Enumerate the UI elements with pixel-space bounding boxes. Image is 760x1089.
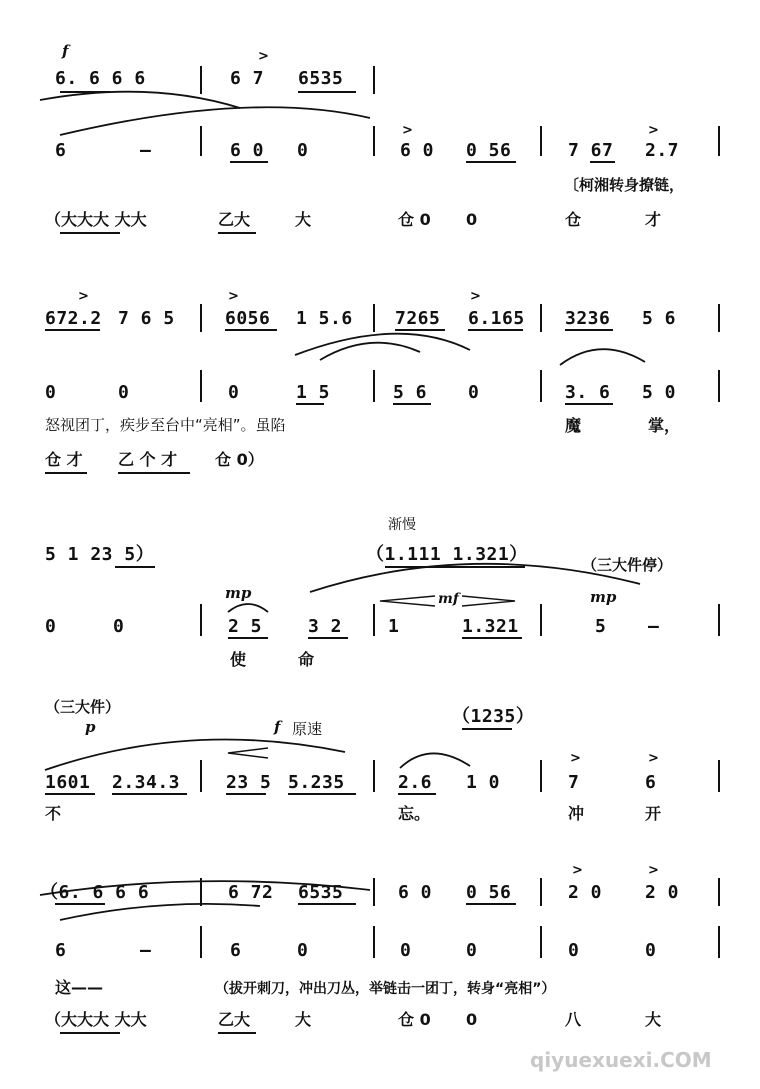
note: 0 [297, 140, 309, 161]
slur [228, 604, 268, 612]
barline [540, 604, 542, 636]
lyric: 命 [298, 650, 315, 669]
note-group: 7 67 [568, 140, 614, 161]
percussion: 0 [466, 210, 478, 229]
tempo-marking: 原速 [292, 720, 323, 738]
note: 7 [568, 772, 580, 793]
lyric: 这—— [55, 978, 104, 997]
percussion: 乙 个 才 [118, 450, 178, 469]
note-group: 2 0 [568, 882, 603, 903]
instrument-note: （三大件） [45, 698, 121, 716]
note-group: 2 5 [228, 616, 263, 637]
dynamic: p [85, 718, 96, 736]
barline [373, 370, 375, 402]
dash: – [140, 140, 152, 161]
dynamic: mf [438, 591, 459, 607]
note-group: 1.321 [462, 616, 519, 637]
note: 0 [400, 940, 412, 961]
note: 0 [45, 616, 57, 637]
note-group: 2.34.3 [112, 772, 181, 793]
barline [200, 604, 202, 636]
percussion: （大大大 大大 [45, 1010, 147, 1029]
note: 0 [113, 616, 125, 637]
percussion: 大 [295, 210, 312, 229]
slur [295, 334, 470, 355]
barline [718, 126, 720, 156]
note-group: 6 7 [230, 68, 265, 89]
note: 0 [297, 940, 309, 961]
tempo-marking: 渐慢 [388, 517, 416, 533]
note-group: 672.2 [45, 308, 102, 329]
barline [540, 760, 542, 792]
barline [373, 926, 375, 958]
note-group: 6 0 [398, 882, 433, 903]
note-group: （6. 6 6 6 [40, 882, 150, 903]
slur [560, 349, 645, 365]
dynamic: mp [590, 588, 617, 606]
note-group: 6535 [298, 68, 344, 89]
barline [540, 878, 542, 906]
barline [718, 370, 720, 402]
barline [373, 760, 375, 792]
stage-direction: （拔开刺刀，冲出刀丛，举链击一团丁，转身“亮相”） [215, 981, 556, 997]
note-group: 1 0 [466, 772, 501, 793]
slur [400, 753, 470, 768]
percussion: 乙大 [218, 1010, 251, 1029]
note: 6 [230, 940, 242, 961]
percussion: 八 [565, 1010, 582, 1029]
note-group: 6 0 [400, 140, 435, 161]
percussion: 仓 [565, 210, 582, 229]
barline [200, 878, 202, 906]
dynamic: mp [225, 584, 252, 602]
note-group: 6.165 [468, 308, 525, 329]
note-group: 0 56 [466, 882, 512, 903]
note: 6 [645, 772, 657, 793]
barline [540, 126, 542, 156]
note-group: 5 6 [642, 308, 677, 329]
tie [60, 904, 260, 920]
note: 0 [118, 382, 130, 403]
crescendo-hairpin [228, 748, 268, 758]
percussion: 乙大 [218, 210, 251, 229]
note-group: 5 0 [642, 382, 677, 403]
note: 5 [595, 616, 607, 637]
barline [200, 926, 202, 958]
barline [200, 760, 202, 792]
barline [373, 126, 375, 156]
lyric: 开 [645, 804, 662, 823]
note-group: 3. 6 [565, 382, 611, 403]
note: 6 [55, 940, 67, 961]
note-group: 2 0 [645, 882, 680, 903]
note-group: 7 6 5 [118, 308, 175, 329]
dash: – [140, 940, 152, 961]
crescendo-hairpin [380, 596, 435, 606]
note: 0 [228, 382, 240, 403]
percussion: 大 [295, 1010, 312, 1029]
slur [40, 92, 240, 108]
note-group: 6535 [298, 882, 344, 903]
barline [540, 304, 542, 332]
percussion: 仓 0） [215, 450, 264, 469]
tie [60, 107, 370, 135]
percussion: 才 [645, 210, 662, 229]
barline [718, 604, 720, 636]
percussion: 仓 0 [398, 1010, 431, 1029]
barline [200, 370, 202, 402]
barline [540, 926, 542, 958]
note-group: 6056 [225, 308, 271, 329]
note: 0 [568, 940, 580, 961]
barline [718, 304, 720, 332]
note-group: 0 56 [466, 140, 512, 161]
note-group: 7265 [395, 308, 441, 329]
barline [718, 926, 720, 958]
note-group: 23 5 [226, 772, 272, 793]
barline [200, 66, 202, 94]
note-group: 3 2 [308, 616, 343, 637]
note: 6 [55, 140, 67, 161]
decrescendo-hairpin [462, 596, 515, 606]
barline [373, 878, 375, 906]
note-group: 5 1 23 5） [45, 544, 155, 565]
note-group: 1 5 [296, 382, 331, 403]
note-group: 2.6 [398, 772, 433, 793]
note-group: 5.235 [288, 772, 345, 793]
note-group: 1 5.6 [296, 308, 353, 329]
slur [320, 343, 420, 360]
barline [200, 126, 202, 156]
lyric: 忘。 [398, 804, 431, 823]
watermark: qiyuexuexi.COM [530, 1048, 712, 1072]
barline [200, 304, 202, 332]
note-group: 1601 [45, 772, 91, 793]
lyric: 冲 [568, 804, 585, 823]
percussion: 仓 才 [45, 450, 83, 469]
barline [540, 370, 542, 402]
note-group: （1.111 1.321） [366, 544, 528, 565]
note: 0 [466, 940, 478, 961]
note: 0 [468, 382, 480, 403]
note-group: 3236 [565, 308, 611, 329]
percussion: 大 [645, 1010, 662, 1029]
note: 0 [645, 940, 657, 961]
barline [373, 304, 375, 332]
note: 0 [45, 382, 57, 403]
barline [373, 604, 375, 636]
percussion: 0 [466, 1010, 478, 1029]
barline [718, 760, 720, 792]
lyric: 掌， [648, 416, 681, 435]
note-group: 2.7 [645, 140, 680, 161]
instrument-note: （三大件停） [582, 556, 673, 574]
note-group: 6. 6 6 6 [55, 68, 146, 89]
lyric: 不 [45, 804, 62, 823]
lyric: 使 [230, 650, 247, 669]
lyric: 魔 [565, 416, 582, 435]
stage-direction: 怒视团丁，疾步至台中“亮相”。虽陷 [45, 416, 286, 434]
note-group: （1235） [452, 706, 535, 727]
dynamic: f [274, 718, 281, 736]
percussion: 仓 0 [398, 210, 431, 229]
stage-direction: 〔柯湘转身撩链， [564, 176, 685, 194]
note: 1 [388, 616, 400, 637]
slur [45, 740, 345, 770]
note-group: 6 72 [228, 882, 274, 903]
dash: – [648, 616, 660, 637]
note-group: 5 6 [393, 382, 428, 403]
barline [373, 66, 375, 94]
barline [718, 878, 720, 906]
note-group: 6 0 [230, 140, 265, 161]
percussion: （大大大 大大 [45, 210, 147, 229]
